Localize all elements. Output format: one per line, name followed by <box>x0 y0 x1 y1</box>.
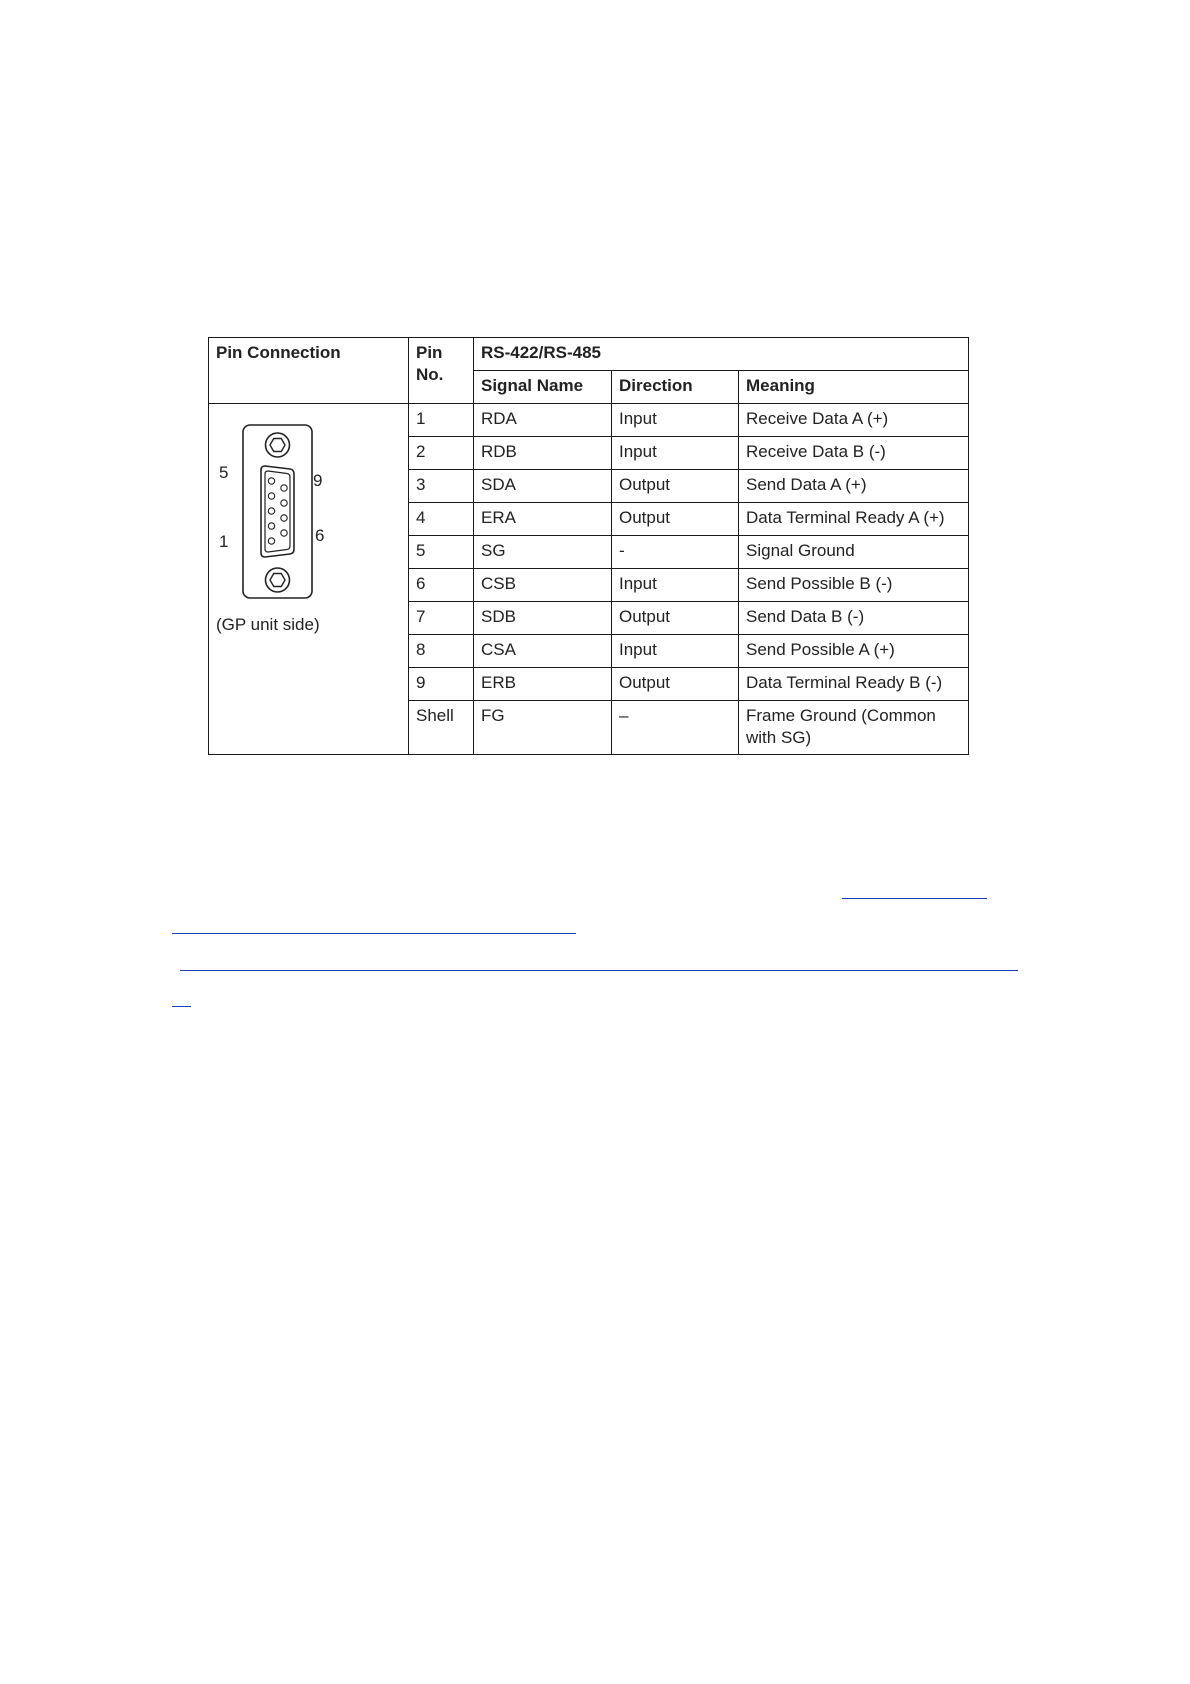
pin-no-cell: 8 <box>409 635 474 668</box>
direction-cell: Output <box>612 602 739 635</box>
hyperlink-underline[interactable] <box>172 933 576 934</box>
header-pin-no: Pin No. <box>409 338 474 404</box>
header-pin-connection: Pin Connection <box>209 338 409 404</box>
pin-no-cell: 6 <box>409 569 474 602</box>
signal-name-cell: ERA <box>474 503 612 536</box>
meaning-cell: Frame Ground (Common with SG) <box>739 701 969 755</box>
signal-name-cell: CSB <box>474 569 612 602</box>
direction-cell: Input <box>612 404 739 437</box>
meaning-cell: Send Data A (+) <box>739 470 969 503</box>
connector-label-6: 6 <box>315 526 325 545</box>
direction-cell: Input <box>612 569 739 602</box>
connector-caption: (GP unit side) <box>216 615 320 634</box>
meaning-cell: Data Terminal Ready A (+) <box>739 503 969 536</box>
signal-name-cell: SDB <box>474 602 612 635</box>
header-direction: Direction <box>612 371 739 404</box>
meaning-cell: Send Data B (-) <box>739 602 969 635</box>
pin-no-cell: 2 <box>409 437 474 470</box>
meaning-cell: Receive Data A (+) <box>739 404 969 437</box>
direction-cell: Output <box>612 470 739 503</box>
header-meaning: Meaning <box>739 371 969 404</box>
hyperlink-underline[interactable] <box>172 1006 191 1007</box>
connector-diagram-cell <box>209 404 409 755</box>
pin-no-cell: 5 <box>409 536 474 569</box>
direction-cell: Output <box>612 668 739 701</box>
direction-cell: Input <box>612 437 739 470</box>
signal-name-cell: RDA <box>474 404 612 437</box>
meaning-cell: Receive Data B (-) <box>739 437 969 470</box>
signal-name-cell: SG <box>474 536 612 569</box>
connector-label-1: 1 <box>219 532 229 551</box>
signal-name-cell: FG <box>474 701 612 755</box>
pin-no-cell: 3 <box>409 470 474 503</box>
pin-no-cell: 7 <box>409 602 474 635</box>
meaning-cell: Send Possible B (-) <box>739 569 969 602</box>
connector-label-5: 5 <box>219 463 229 482</box>
signal-name-cell: ERB <box>474 668 612 701</box>
signal-name-cell: SDA <box>474 470 612 503</box>
meaning-cell: Send Possible A (+) <box>739 635 969 668</box>
hyperlink-underline[interactable] <box>842 898 987 899</box>
pin-no-cell: 4 <box>409 503 474 536</box>
dsub9-connector-icon <box>209 404 409 644</box>
header-signal-name: Signal Name <box>474 371 612 404</box>
pin-no-cell: Shell <box>409 701 474 755</box>
direction-cell: - <box>612 536 739 569</box>
direction-cell: Output <box>612 503 739 536</box>
direction-cell: – <box>612 701 739 755</box>
signal-name-cell: RDB <box>474 437 612 470</box>
meaning-cell: Signal Ground <box>739 536 969 569</box>
pin-no-cell: 1 <box>409 404 474 437</box>
pin-assignment-table <box>208 337 969 755</box>
signal-name-cell: CSA <box>474 635 612 668</box>
header-rs422-rs485: RS-422/RS-485 <box>474 338 969 371</box>
connector-label-9: 9 <box>313 471 323 490</box>
hyperlink-underline[interactable] <box>180 970 1018 971</box>
direction-cell: Input <box>612 635 739 668</box>
pin-no-cell: 9 <box>409 668 474 701</box>
meaning-cell: Data Terminal Ready B (-) <box>739 668 969 701</box>
